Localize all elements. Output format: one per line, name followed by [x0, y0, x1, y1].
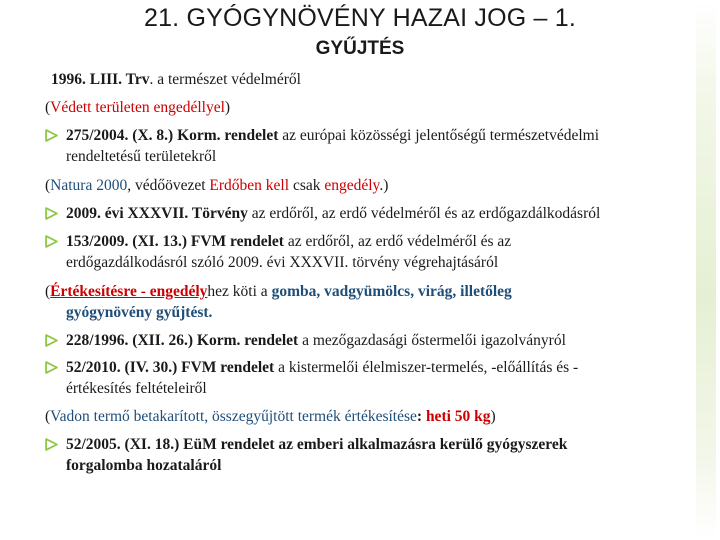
slide-subtitle: GYŰJTÉS	[315, 38, 405, 59]
list-item-2009	[66, 204, 600, 223]
note-csak: csak	[289, 177, 325, 194]
item-2009-rest: az erdőről, az erdő védelméről és az erdőgazdálkodásról	[247, 205, 601, 222]
note-protected-area	[45, 98, 230, 117]
item-153-line2: erdőgazdálkodásról szóló 2009. évi XXXVII. törvény végrehajtásáról	[66, 254, 499, 271]
note-natura-mid: , védőövezet	[127, 177, 210, 194]
note-protected-area-text: Védett területen engedéllyel	[50, 99, 225, 116]
bullet-icon	[45, 334, 58, 347]
paren-close: )	[224, 99, 231, 116]
item-52-line2: értékesítés feltételeiről	[66, 380, 207, 397]
note-gomba: gomba, vadgyümölcs, virág, illetőleg	[271, 283, 512, 300]
list-item-52-2005: 52/2005. (XI. 18.) EüM rendelet az emberi alkalmazásra kerülő gyógyszerek	[66, 436, 568, 453]
item-275-rest: az európai közösségi jelentőségű természetvédelmi	[278, 127, 600, 144]
bullet-icon	[45, 361, 58, 374]
list-item-153-2009	[66, 232, 511, 251]
bullet-icon	[45, 129, 58, 142]
item-228-rest: a mezőgazdasági őstermelői igazolványról	[298, 332, 566, 349]
note-erdoben: Erdőben kell	[209, 177, 290, 194]
note-heti-50kg: heti 50 kg	[425, 408, 491, 425]
paren-open: (	[45, 177, 51, 194]
paren-open: (	[45, 283, 51, 300]
bullet-icon	[45, 207, 58, 220]
law-1996-line	[51, 70, 301, 89]
item-275-line2: rendeltetésű területekről	[66, 148, 217, 165]
law-1996-rest: . a természet védelméről	[149, 71, 301, 88]
paren-open: (	[45, 408, 51, 425]
item-52-title: 52/2010. (IV. 30.) FVM rendelet	[66, 359, 275, 376]
list-item-275-2004	[66, 126, 599, 145]
item-153-title: 153/2009. (XI. 13.) FVM rendelet	[66, 233, 284, 250]
note-colon: :	[416, 408, 426, 425]
paren-close: .)	[379, 177, 389, 194]
paren-close: )	[490, 408, 496, 425]
paren-open: (	[45, 99, 51, 116]
item-228-title: 228/1996. (XII. 26.) Korm. rendelet	[66, 332, 299, 349]
note-engedely: engedély	[324, 177, 380, 194]
item-52-rest: a kistermelői élelmiszer-termelés, -előállítás és -	[274, 359, 579, 376]
note-natura	[45, 176, 388, 195]
item-275-title: 275/2004. (X. 8.) Korm. rendelet	[66, 127, 279, 144]
note-sales-permit	[45, 282, 512, 301]
note-wild-harvest	[45, 407, 496, 426]
note-natura-2000: Natura 2000	[50, 177, 128, 194]
note-sales-permit-line2: gyógynövény gyűjtést.	[66, 304, 213, 321]
list-item-228-1996	[66, 331, 566, 350]
note-ertekesites: Értékesítésre - engedély	[50, 283, 208, 300]
item-2009-title: 2009. évi XXXVII. Törvény	[66, 205, 248, 222]
item-52-2005-line2: forgalomba hozataláról	[66, 457, 222, 474]
law-1996-title: 1996. LIII. Trv	[51, 71, 150, 88]
bullet-icon	[45, 438, 58, 451]
bullet-icon	[45, 235, 58, 248]
slide-title: 21. GYÓGYNÖVÉNY HAZAI JOG – 1.	[143, 4, 577, 32]
note-wild-harvest-text: Vadon termő betakarított, összegyűjtött termék értékesítése	[50, 408, 417, 425]
note-hez: hez köti a	[207, 283, 272, 300]
list-item-52-2010	[66, 358, 578, 377]
decorative-side-bar	[696, 0, 716, 540]
item-153-rest: az erdőről, az erdő védelméről és az	[283, 233, 512, 250]
